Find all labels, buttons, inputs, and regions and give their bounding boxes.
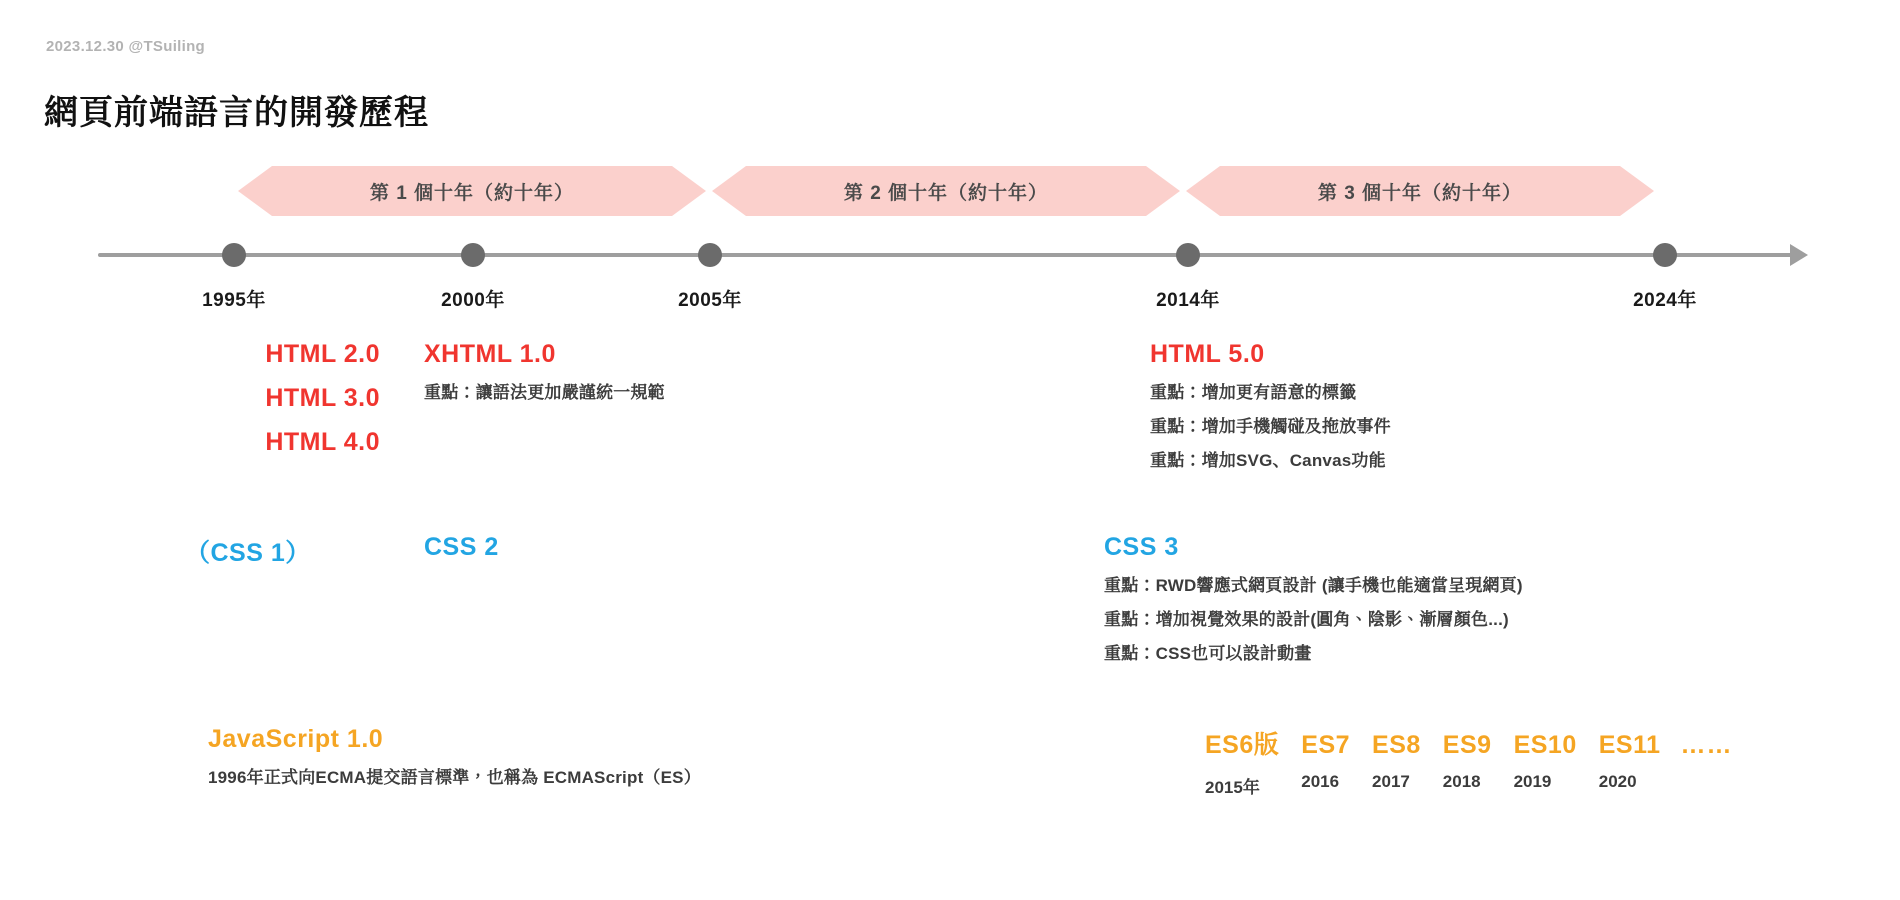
es-ellipsis: …… <box>1680 731 1733 759</box>
es7-year: 2016 <box>1301 772 1340 791</box>
ecmascript-versions <box>1205 725 1733 798</box>
decade-banner-1 <box>238 166 706 216</box>
javascript-note-1: 1996年正式向ECMA提交語言標準，也稱為 ECMAScript（ES） <box>208 768 701 787</box>
es7-label: ES7 <box>1301 731 1351 759</box>
timeline-label-2000: 2000年 <box>441 290 505 311</box>
es-item-es6 <box>1205 725 1279 798</box>
css2-block-2000 <box>424 533 499 562</box>
timeline-arrow-icon <box>1790 244 1808 266</box>
es9-year: 2018 <box>1442 772 1481 791</box>
xhtml-1-0-label: XHTML 1.0 <box>424 340 556 368</box>
css-2-label: CSS 2 <box>424 533 499 561</box>
html5-note-2: 重點：增加手機觸碰及拖放事件 <box>1150 417 1391 436</box>
css-3-label: CSS 3 <box>1104 533 1179 561</box>
es-item-es7 <box>1301 731 1350 792</box>
es10-year: 2019 <box>1513 772 1552 791</box>
html5-note-3: 重點：增加SVG、Canvas功能 <box>1150 451 1386 470</box>
timeline-node-2000 <box>461 243 485 267</box>
xhtml-block-2000 <box>424 340 665 403</box>
css3-note-3: 重點：CSS也可以設計動畫 <box>1104 644 1312 663</box>
html-2-0-label: HTML 2.0 <box>265 340 380 368</box>
decade-label-2: 第 2 個十年（約十年） <box>843 182 1049 204</box>
html-3-0-label: HTML 3.0 <box>265 384 380 412</box>
es11-label: ES11 <box>1598 731 1661 759</box>
html5-block-2014 <box>1150 340 1391 471</box>
decade-label-1: 第 1 個十年（約十年） <box>369 182 575 204</box>
es9-label: ES9 <box>1442 731 1492 759</box>
timeline-label-2024: 2024年 <box>1633 290 1697 311</box>
css3-block-2014 <box>1104 533 1523 664</box>
timeline-node-2024 <box>1653 243 1677 267</box>
xhtml-note-1: 重點：讓語法更加嚴謹統一規範 <box>424 383 665 402</box>
decade-banner-3 <box>1186 166 1654 216</box>
html-5-0-label: HTML 5.0 <box>1150 340 1265 368</box>
es6-year: 2015年 <box>1205 778 1260 797</box>
page-title: 網頁前端語言的開發歷程 <box>44 93 429 132</box>
css-1-label: （CSS 1） <box>185 539 311 567</box>
es6-label: ES6版 <box>1205 731 1280 759</box>
javascript-block-1995 <box>208 725 701 788</box>
timeline-label-2014: 2014年 <box>1156 290 1220 311</box>
es8-year: 2017 <box>1372 772 1410 791</box>
timeline-node-2014 <box>1176 243 1200 267</box>
es-item-es11 <box>1599 731 1661 792</box>
decade-banner-2 <box>712 166 1180 216</box>
html-versions-1995 <box>140 340 380 457</box>
timeline-label-1995: 1995年 <box>202 290 266 311</box>
es-item-es9 <box>1443 731 1492 792</box>
timeline-axis <box>98 253 1798 257</box>
timeline-node-1995 <box>222 243 246 267</box>
javascript-1-0-label: JavaScript 1.0 <box>208 725 384 753</box>
css1-block-1995 <box>185 533 311 569</box>
css3-note-1: 重點：RWD響應式網頁設計 (讓手機也能適當呈現網頁) <box>1104 576 1523 595</box>
es8-label: ES8 <box>1372 731 1421 759</box>
es-item-es8 <box>1372 731 1421 792</box>
es11-year: 2020 <box>1598 772 1637 791</box>
html-4-0-label: HTML 4.0 <box>265 428 380 456</box>
css3-note-2: 重點：增加視覺效果的設計(圓角、陰影、漸層顏色...) <box>1104 610 1509 629</box>
html5-note-1: 重點：增加更有語意的標籤 <box>1150 383 1357 402</box>
timeline-node-2005 <box>698 243 722 267</box>
es-item-es10 <box>1514 731 1577 792</box>
byline: 2023.12.30 @TSuiling <box>46 38 206 55</box>
es10-label: ES10 <box>1513 731 1577 759</box>
timeline-label-2005: 2005年 <box>678 290 742 311</box>
decade-label-3: 第 3 個十年（約十年） <box>1317 182 1523 204</box>
